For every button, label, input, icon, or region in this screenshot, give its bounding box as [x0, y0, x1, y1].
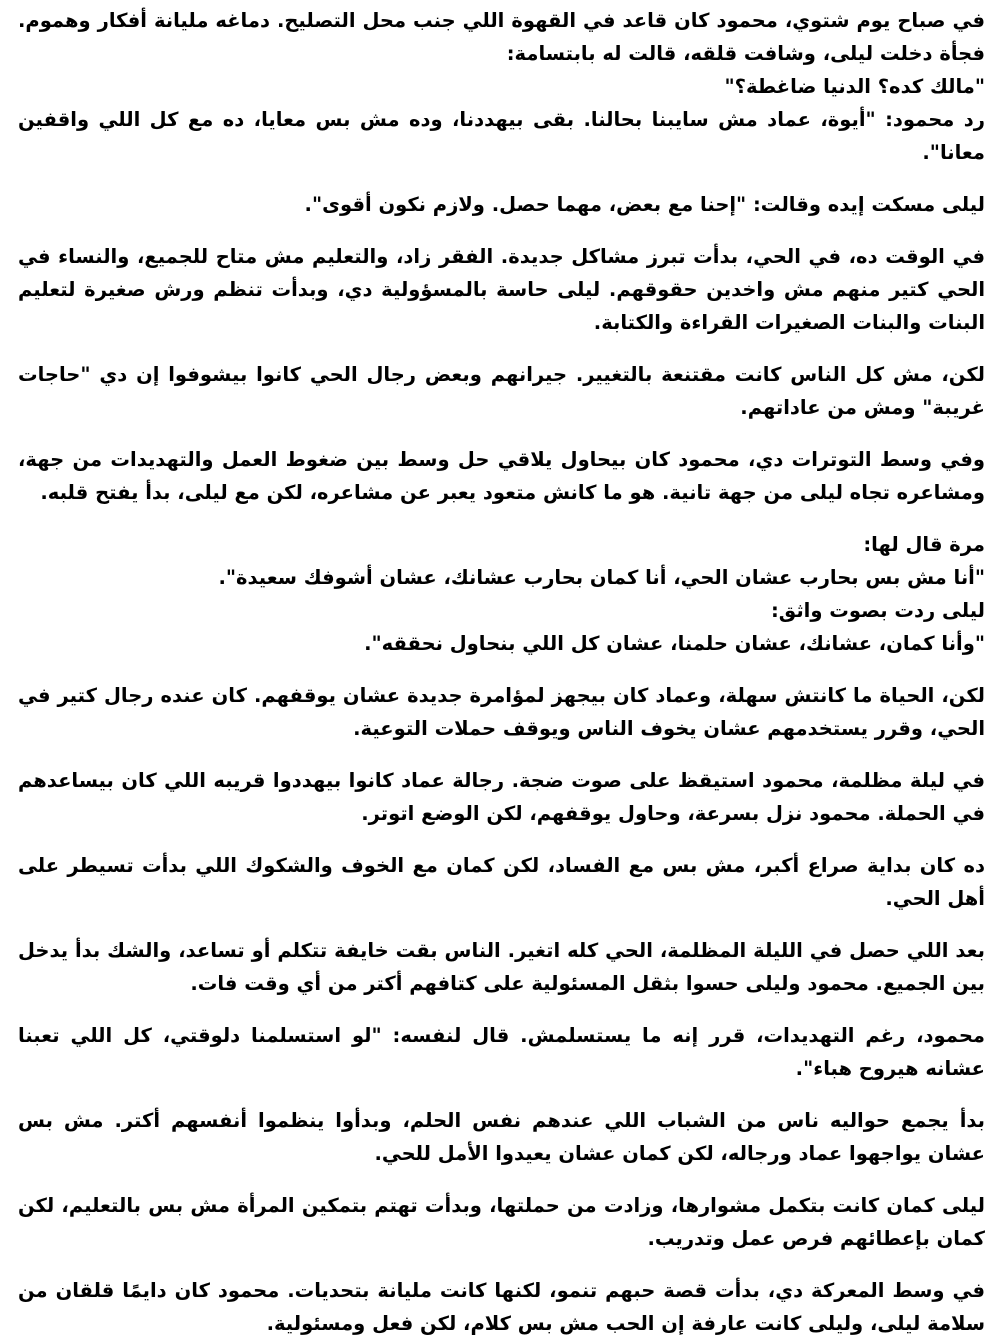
- story-line: ده كان بداية صراع أكبر، مش بس مع الفساد، لكن كمان مع الخوف والشكوك اللي بدأت تسيطر على أهل الحي.: [18, 854, 985, 910]
- story-line: "مالك كده؟ الدنيا ضاغطة؟": [724, 75, 985, 98]
- story-line: في وسط المعركة دي، بدأت قصة حبهم تنمو، لكنها كانت مليانة بتحديات. محمود كان دايمًا قلقان من سلامة ليلى، وليلى كانت عارفة إن الحب مش بس كلام، لكن فعل ومسئولية.: [18, 1279, 985, 1335]
- story-line: "وأنا كمان، عشانك، عشان حلمنا، عشان كل اللي بنحاول نحققه".: [364, 632, 985, 655]
- story-line: بدأ يجمع حواليه ناس من الشباب اللي عندهم نفس الحلم، وبدأوا ينظموا أنفسهم أكتر. مش بس عشان يواجهوا عماد ورجاله، لكن كمان عشان يعيدوا الأمل للحي.: [18, 1109, 985, 1165]
- story-paragraph: [18, 1274, 985, 1340]
- story-paragraph: [18, 1104, 985, 1170]
- story-line: ليلى مسكت إيده وقالت: "إحنا مع بعض، مهما حصل. ولازم نكون أقوى".: [304, 193, 985, 216]
- story-paragraph: [18, 764, 985, 830]
- story-line: في صباح يوم شتوي، محمود كان قاعد في القهوة اللي جنب محل التصليح. دماغه مليانة أفكار وهموم. فجأة دخلت ليلى، وشافت قلقه، قالت له بابتسامة:: [18, 9, 985, 65]
- story-line: مرة قال لها:: [863, 533, 985, 556]
- story-paragraph: [18, 679, 985, 745]
- story-line: ليلى ردت بصوت واثق:: [770, 599, 985, 622]
- story-paragraph: [18, 4, 985, 169]
- story-paragraph: [18, 1019, 985, 1085]
- story-paragraph: [18, 358, 985, 424]
- story-line: في ليلة مظلمة، محمود استيقظ على صوت ضجة. رجالة عماد كانوا بيهددوا قريبه اللي كان بيساعدهم في الحملة. محمود نزل بسرعة، وحاول يوقفهم، لكن الوضع اتوتر.: [18, 769, 985, 825]
- story-line: وفي وسط التوترات دي، محمود كان بيحاول يلاقي حل وسط بين ضغوط العمل والتهديدات من جهة، ومشاعره تجاه ليلى من جهة تانية. هو ما كانش متعود يعبر عن مشاعره، لكن مع ليلى، بدأ يفتح قلبه.: [18, 448, 985, 504]
- story-line: ليلى كمان كانت بتكمل مشوارها، وزادت من حملتها، وبدأت تهتم بتمكين المرأة مش بس بالتعليم، لكن كمان بإعطائهم فرص عمل وتدريب.: [18, 1194, 985, 1250]
- story-line: لكن، الحياة ما كانتش سهلة، وعماد كان بيجهز لمؤامرة جديدة عشان يوقفهم. كان عنده رجال كتير في الحي، وقرر يستخدمهم عشان يخوف الناس ويوقف حملات التوعية.: [18, 684, 985, 740]
- story-line: "أنا مش بس بحارب عشان الحي، أنا كمان بحارب عشانك، عشان أشوفك سعيدة".: [218, 566, 985, 589]
- story-paragraph: [18, 1189, 985, 1255]
- story-line: محمود، رغم التهديدات، قرر إنه ما يستسلمش. قال لنفسه: "لو استسلمنا دلوقتي، كل اللي تعبنا عشانه هيروح هباء".: [18, 1024, 985, 1080]
- story-line: بعد اللي حصل في الليلة المظلمة، الحي كله اتغير. الناس بقت خايفة تتكلم أو تساعد، والشك بدأ يدخل بين الجميع. محمود وليلى حسوا بثقل المسئولية على كتافهم أكتر من أي وقت فات.: [18, 939, 985, 995]
- story-paragraph: [18, 528, 985, 660]
- story-line: في الوقت ده، في الحي، بدأت تبرز مشاكل جديدة. الفقر زاد، والتعليم مش متاح للجميع، والنساء في الحي كتير منهم مش واخدين حقوقهم. ليلى حاسة بالمسؤولية دي، وبدأت تنظم ورش صغيرة لتعليم البنات والبنات الصغيرات القراءة والكتابة.: [18, 245, 985, 334]
- story-line: رد محمود: "أيوة، عماد مش سايبنا بحالنا. بقى بيهددنا، وده مش بس معايا، ده مع كل اللي واقفين معانا".: [18, 108, 985, 164]
- story-paragraph: [18, 188, 985, 221]
- story-paragraph: [18, 934, 985, 1000]
- story-line: لكن، مش كل الناس كانت مقتنعة بالتغيير. جيرانهم وبعض رجال الحي كانوا بيشوفوا إن دي "حاجات غريبة" ومش من عاداتهم.: [18, 363, 985, 419]
- story-paragraph: [18, 443, 985, 509]
- story-paragraph: [18, 240, 985, 339]
- story-paragraph: [18, 849, 985, 915]
